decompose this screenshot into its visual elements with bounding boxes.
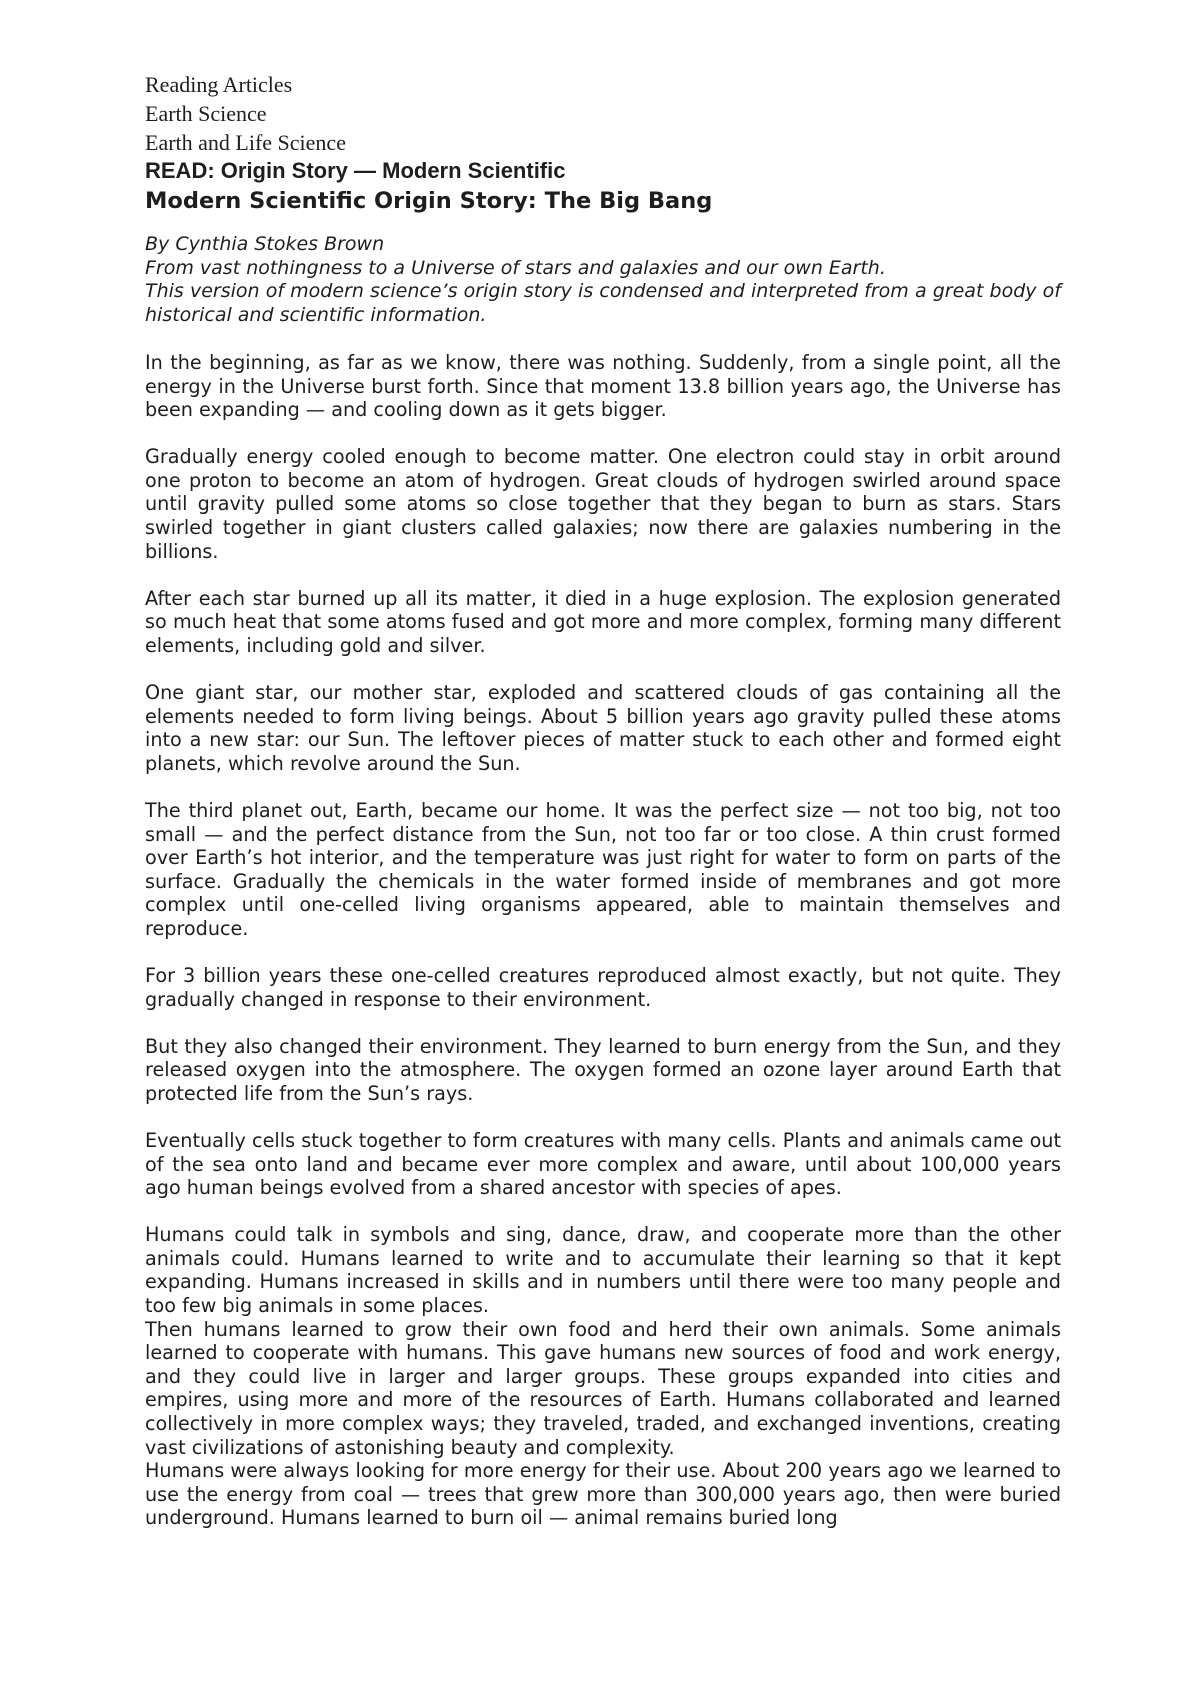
paragraph-9: Humans could talk in symbols and sing, dance, draw, and cooperate more than the other animals could. Humans learned to write and to accumulate their learning so that it kept expanding. Humans increased in skills and in numbers until there were too many people and too few big animals in some places. xyxy=(145,1223,1061,1317)
breadcrumb-earth-life-science: Earth and Life Science xyxy=(145,130,346,155)
paragraph-3: After each star burned up all its matter, it died in a huge explosion. The explosion generated so much heat that some atoms fused and got more and more complex, forming many different elements, including gold and silver. xyxy=(145,586,1061,657)
paragraph-8: Eventually cells stuck together to form creatures with many cells. Plants and animals came out of the sea onto land and became ever more complex and aware, until about 100,000 years ago human beings evolved from a shared ancestor with species of apes. xyxy=(145,1128,1061,1200)
paragraph-4: One giant star, our mother star, exploded and scattered clouds of gas containing all the elements needed to form living beings. About 5 billion years ago gravity pulled these atoms into a new star: our Sun. The leftover pieces of matter stuck to each other and formed eight planets, which revolve around the Sun. xyxy=(145,681,1061,775)
paragraph-1: In the beginning, as far as we know, there was nothing. Suddenly, from a single point, all the energy in the Universe burst forth. Since that moment 13.8 billion years ago, the Universe has been expanding — and cooling down as it gets bigger. xyxy=(145,351,1061,422)
paragraph-5: The third planet out, Earth, became our home. It was the perfect size — not too big, not too small — and the perfect distance from the Sun, not too far or too close. A thin crust formed over Earth’s hot interior, and the temperature was just right for water to form on parts of the surface. Gradually the chemicals in the water formed inside of membranes and got more complex until one-celled living organisms appeared, able to maintain themselves and reproduce. xyxy=(145,798,1061,940)
paragraph-11: Humans were always looking for more energy for their use. About 200 years ago we learned to use the energy from coal — trees that grew more than 300,000 years ago, then were buried underground. Humans learned to burn oil — animal remains buried long xyxy=(145,1459,1061,1530)
breadcrumb-reading-articles: Reading Articles xyxy=(145,72,293,97)
byline: By Cynthia Stokes Brown xyxy=(145,233,385,255)
article-title: Modern Scientific Origin Story: The Big Bang xyxy=(145,188,713,214)
paragraph-6: For 3 billion years these one-celled creatures reproduced almost exactly, but not quite. They gradually changed in response to their environment. xyxy=(145,963,1061,1011)
intro-note: This version of modern science’s origin story is condensed and interpreted from a great body of historical and scientific information. xyxy=(145,280,1061,326)
breadcrumb-earth-science: Earth Science xyxy=(145,101,267,126)
read-title: READ: Origin Story — Modern Scientific xyxy=(145,158,566,183)
paragraph-7: But they also changed their environment. They learned to burn energy from the Sun, and they released oxygen into the atmosphere. The oxygen formed an ozone layer around Earth that protected life from the Sun’s rays. xyxy=(145,1034,1061,1105)
paragraph-10: Then humans learned to grow their own food and herd their own animals. Some animals learned to cooperate with humans. This gave humans new sources of food and work energy, and they could live in larger and larger groups. These groups expanded into cities and empires, using more and more of the resources of Earth. Humans collaborated and learned collectively in more complex ways; they traveled, traded, and exchanged inventions, creating vast civilizations of astonishing beauty and complexity. xyxy=(145,1317,1061,1459)
article-content xyxy=(145,70,1061,1530)
article-subtitle: From vast nothingness to a Universe of stars and galaxies and our own Earth. xyxy=(145,256,886,279)
paragraph-2: Gradually energy cooled enough to become matter. One electron could stay in orbit around one proton to become an atom of hydrogen. Great clouds of hydrogen swirled around space until gravity pulled some atoms so close together that they began to burn as stars. Stars swirled together in giant clusters called galaxies; now there are galaxies numbering in the billions. xyxy=(145,445,1061,563)
